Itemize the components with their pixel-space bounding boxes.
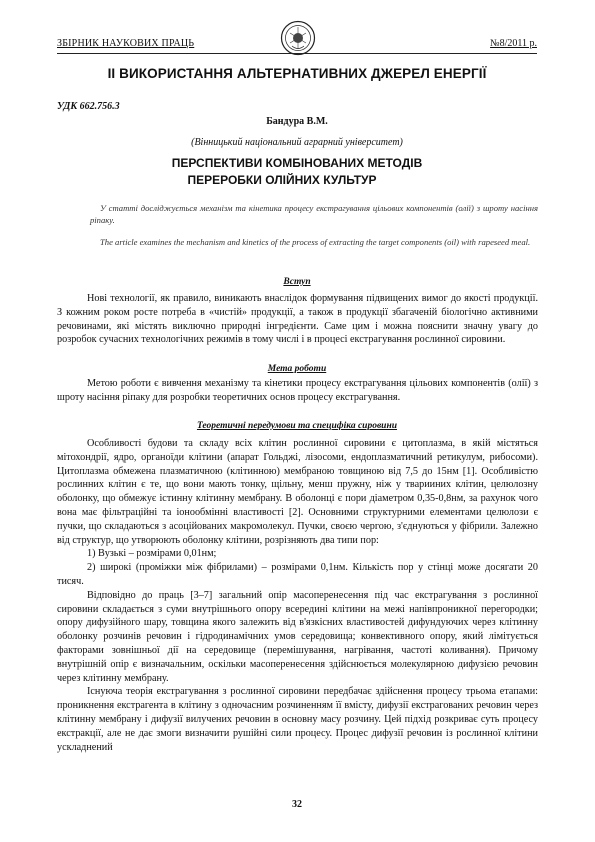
header-rule [57, 53, 537, 54]
intro-section [57, 292, 538, 347]
goal-heading: Мета роботи [267, 364, 327, 374]
theory-heading: Теоретичні передумови та специфіка сировини [196, 421, 398, 431]
page-number: 32 [292, 799, 302, 810]
university-seal-icon [280, 20, 316, 56]
list-item: 1) Вузькі – розмірами 0,01нм; [87, 548, 217, 560]
section-title: ІІ ВИКОРИСТАННЯ АЛЬТЕРНАТИВНИХ ДЖЕРЕЛ ЕНЕРГІЇ [107, 66, 487, 81]
article-title-line-1: ПЕРСПЕКТИВИ КОМБІНОВАНИХ МЕТОДІВ [171, 156, 423, 170]
journal-name: ЗБІРНИК НАУКОВИХ ПРАЦЬ [57, 38, 195, 49]
abstract-english: The article examines the mechanism and kinetics of the process of extracting the target components (oil) with rapeseed meal. [100, 237, 531, 247]
list-item: 2) широкі (проміжки між фібрилами) – розмірами 0,1нм. Кількість пор у стінці може досягати 20 тисяч. [57, 562, 538, 587]
pore-types-list [57, 547, 538, 588]
author-affiliation: (Вінницький національний аграрний університет) [191, 137, 403, 148]
intro-paragraph: Нові технології, як правило, виникають внаслідок формування підвищених вимог до якості продукції. З кожним роком росте потреба в «чистій» продукції, а також в продукції збагаченій біологічно активними речовинами, які містять виключно природні інгредієнти. Саме цим і можна пояснити значну увагу до розробок сучасних технологічних режимів в тому числі і в процесі екстрагування рослинної сировини. [57, 293, 538, 346]
theory-section [57, 437, 538, 754]
goal-section [57, 377, 538, 405]
goal-paragraph: Метою роботи є вивчення механізму та кінетики процесу екстрагування цільових компонентів (олії) з шроту насіння ріпаку для розробки теоретичних основ процесу екстрагування. [57, 378, 538, 403]
theory-paragraph-3: Існуюча теорія екстрагування з рослинної сировини передбачає здійснення процесу трьома етапами: проникнення екстрагента в клітину з одночасним розчиненням її вмісту, дифузії екстрагованих речовин через клітинну мембрану і дифузії вилучених речовин в основну масу розчину. Цей підхід розкриває суть процесу екстракції, але не дає змоги визначити рушійні сили процесу. Процес дифузії речовин із рослинної клітини ускладнений [57, 686, 538, 753]
theory-paragraph-2: Відповідно до праць [3–7] загальний опір масоперенесення під час екстрагування з рослинної сировини складається з суми внутрішнього опору всередині клітини на межі напівпроникної перегородки; опору дифузійного шару, товщина якого залежить від в'язкісних властивостей дифундуючих через клітинну оболонку розчинів речовин і гідродинамічних умов середовища; конвективного опору, який лімітується факторами зовнішньої дії на середовище (перемішування, нагрівання, частоті коливання). Причому внутрішній опір є визначальним, оскільки масоперенесення здійснюється молекулярною дифузією речовин через клітинну мембрану. [57, 589, 538, 684]
article-title [57, 155, 537, 189]
udk-code: УДК 662.756.3 [57, 101, 120, 112]
issue-number: №8/2011 р. [490, 38, 537, 49]
author-name: Бандура В.М. [266, 116, 328, 127]
intro-heading: Вступ [283, 277, 311, 287]
article-title-line-2: ПЕРЕРОБКИ ОЛІЙНИХ КУЛЬТУР [187, 173, 377, 187]
theory-paragraph-1: Особливості будови та складу всіх клітин рослинної сировини є цитоплазма, в якій містяться мітохондрії, ядро, органоїди клітини (апарат Гольджі, лізосоми, ендоплазматичний ретикулум, рибосоми). Цитоплазма обмежена плазматичною (клітинною) мембраною товщиною від 7,5 до 15нм [1]. Особливістю рослинних клітин є те, що вони мають тонку, щільну, менш пружну, ніж у тварииних клітин, целюлозну оболонку, що обмежує істинну клітинну мембрану. В оболонці є пори діаметром 0,35-0,8нм, за рахунок чого вона має фільтраційні та іонообмінні властивості [2]. Основними структурними елементами целюлози є пучки, що складаються з асоційованих макромолекул. Пучки, своєю чергою, з'єднуються у фібрили. Залежно від структур, що утворюють оболонку клітини, розрізняють два типи пор: [57, 438, 538, 546]
abstract-ukrainian: У статті досліджується механізм та кінетика процесу екстрагування цільових компонентів (олії) з шроту насіння ріпаку. [90, 203, 538, 225]
